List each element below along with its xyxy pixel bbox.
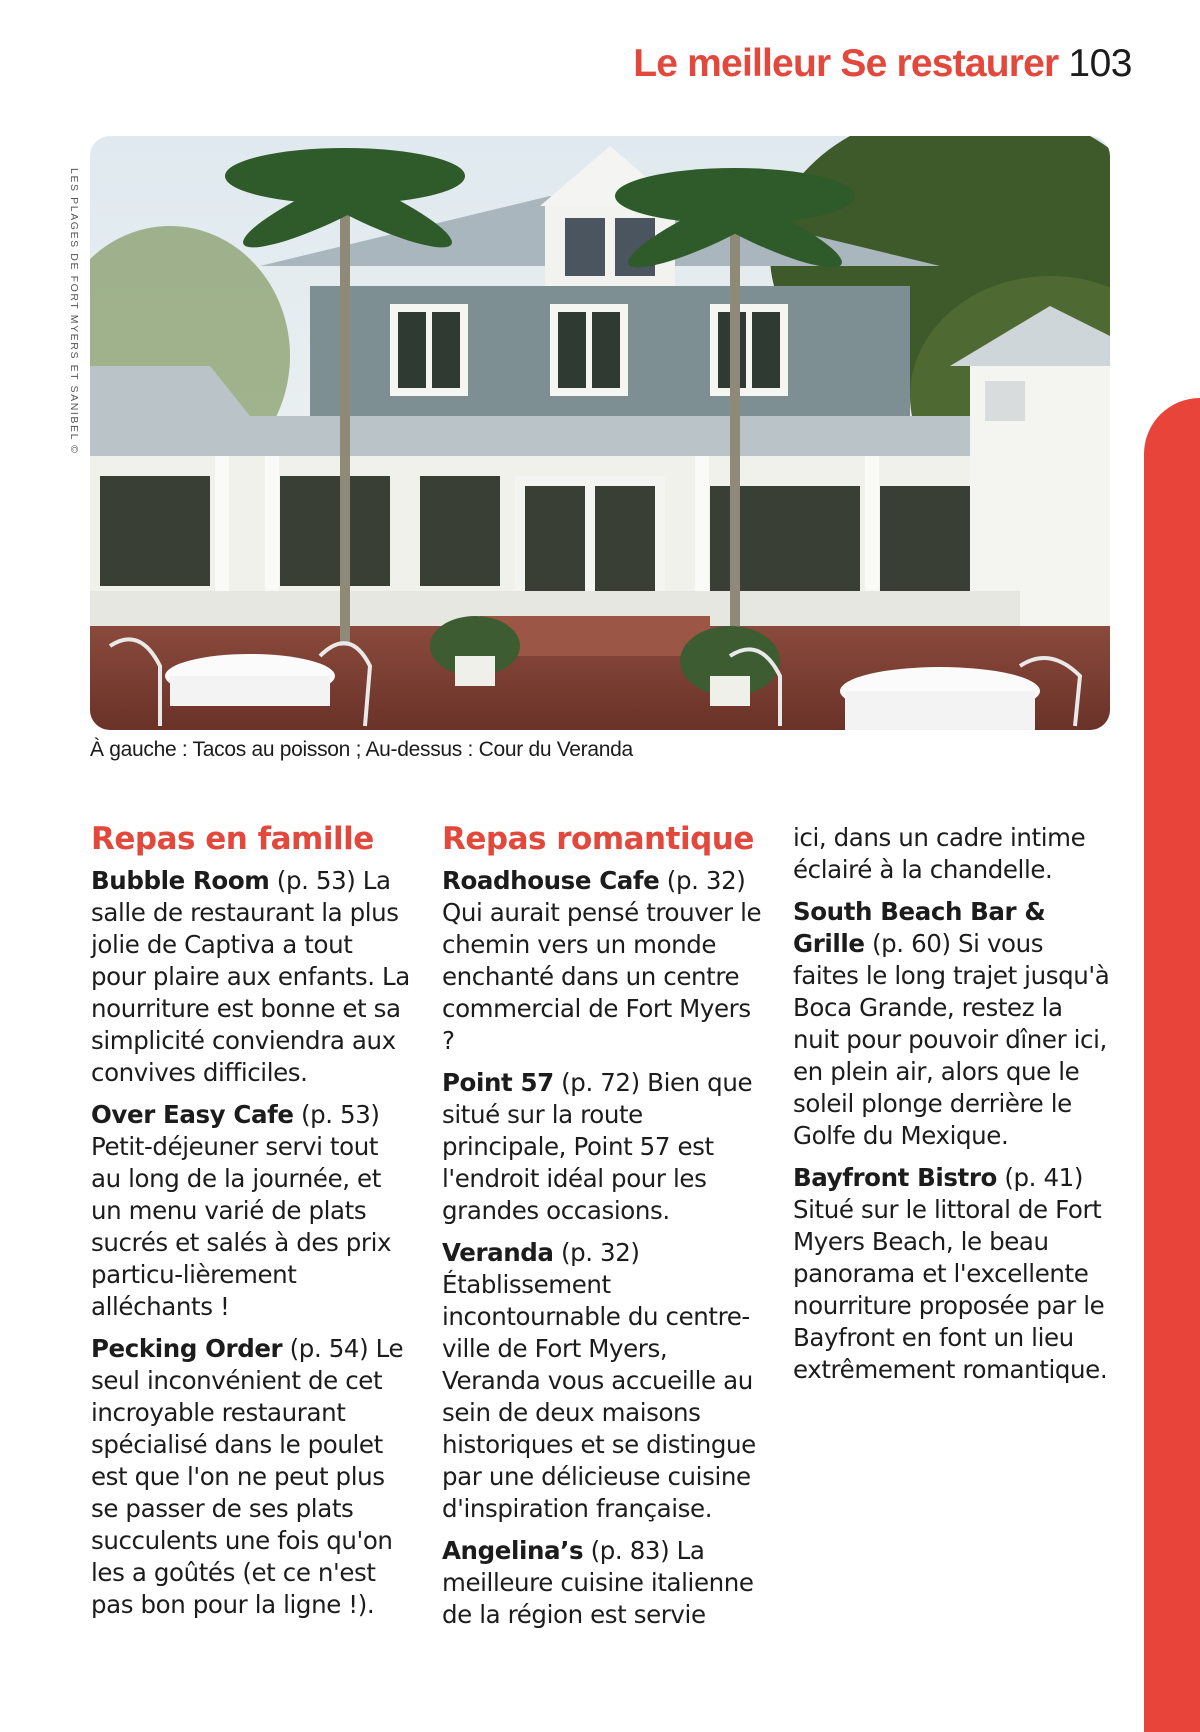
restaurant-description: Situé sur le littoral de Fort Myers Beach, le beau panorama et l'excellente nourriture proposée par le Bayfront en font un lieu extrêmement romantique. — [793, 1195, 1108, 1384]
page-ref: (p. 54) — [282, 1334, 369, 1363]
restaurant-entry — [442, 1535, 764, 1631]
running-head — [633, 42, 1132, 86]
restaurant-entry — [442, 1067, 764, 1227]
column-family-dining — [91, 820, 413, 1631]
page-ref: (p. 53) — [293, 1100, 380, 1129]
column-romantic-dining-continued — [793, 822, 1113, 1396]
restaurant-name: South Beach Bar & Grille — [793, 897, 1046, 958]
section-heading: Repas en famille — [91, 821, 374, 857]
page-number: 103 — [1068, 42, 1132, 85]
restaurant-description: La salle de restaurant la plus jolie de Captiva a tout pour plaire aux enfants. La nourriture est bonne et sa simplicité conviendra aux convives difficiles. — [91, 866, 410, 1087]
restaurant-entry — [442, 865, 764, 1057]
page-ref: (p. 41) — [996, 1163, 1083, 1192]
restaurant-entry — [442, 1237, 764, 1525]
chapter-side-tab — [1144, 398, 1200, 1732]
photo-credit: LES PLAGES DE FORT MYERS ET SANIBEL © — [68, 168, 80, 455]
restaurant-description: Qui aurait pensé trouver le chemin vers un monde enchanté dans un centre commercial de Fort Myers ? — [442, 898, 762, 1055]
restaurant-name: Pecking Order — [91, 1334, 283, 1363]
restaurant-entry — [91, 1333, 413, 1621]
photo-caption: À gauche : Tacos au poisson ; Au-dessus : Cour du Veranda — [90, 738, 633, 761]
page-ref: (p. 32) — [553, 1238, 640, 1267]
restaurant-description: La meilleure cuisine italienne de la région est servie — [442, 1536, 754, 1629]
restaurant-description: Le seul inconvénient de cet incroyable restaurant spécialisé dans le poulet est que l'on ne peut plus se passer de ses plats succulents une fois qu'on les a goûtés (et ce n'est pas bon pour la ligne !). — [91, 1334, 404, 1619]
page-ref: (p. 72) — [553, 1068, 640, 1097]
restaurant-description: Établissement incontournable du centre-ville de Fort Myers, Veranda vous accueille au sein de deux maisons historiques et se distingue par une délicieuse cuisine d'inspiration française. — [442, 1270, 756, 1523]
restaurant-name: Over Easy Cafe — [91, 1100, 294, 1129]
restaurant-description: Si vous faites le long trajet jusqu'à Boca Grande, restez la nuit pour pouvoir dîner ici, en plein air, alors que le soleil plonge derrière le Golfe du Mexique. — [793, 929, 1110, 1150]
restaurant-description: Petit-déjeuner servi tout au long de la journée, et un menu varié de plats sucrés et salés à des prix particu-lièrement alléchants ! — [91, 1132, 392, 1321]
page-ref: (p. 32) — [659, 866, 746, 895]
veranda-courtyard-photo — [90, 136, 1110, 730]
restaurant-name: Angelina’s — [442, 1536, 584, 1565]
page-ref: (p. 60) — [864, 929, 951, 958]
restaurant-name: Bayfront Bistro — [793, 1163, 997, 1192]
restaurant-entry — [793, 896, 1113, 1152]
restaurant-entry — [793, 1162, 1113, 1386]
section-title: Le meilleur Se restaurer — [633, 42, 1059, 85]
page-ref: (p. 83) — [583, 1536, 670, 1565]
continued-text: ici, dans un cadre intime éclairé à la chandelle. — [793, 823, 1086, 884]
column-romantic-dining — [442, 820, 764, 1641]
restaurant-name: Veranda — [442, 1238, 554, 1267]
restaurant-name: Point 57 — [442, 1068, 554, 1097]
section-heading: Repas romantique — [442, 821, 754, 857]
restaurant-entry — [91, 1099, 413, 1323]
restaurant-description: Bien que situé sur la route principale, Point 57 est l'endroit idéal pour les grandes occasions. — [442, 1068, 753, 1225]
page-ref: (p. 53) — [269, 866, 356, 895]
restaurant-name: Bubble Room — [91, 866, 270, 895]
restaurant-entry — [91, 865, 413, 1089]
restaurant-name: Roadhouse Cafe — [442, 866, 660, 895]
